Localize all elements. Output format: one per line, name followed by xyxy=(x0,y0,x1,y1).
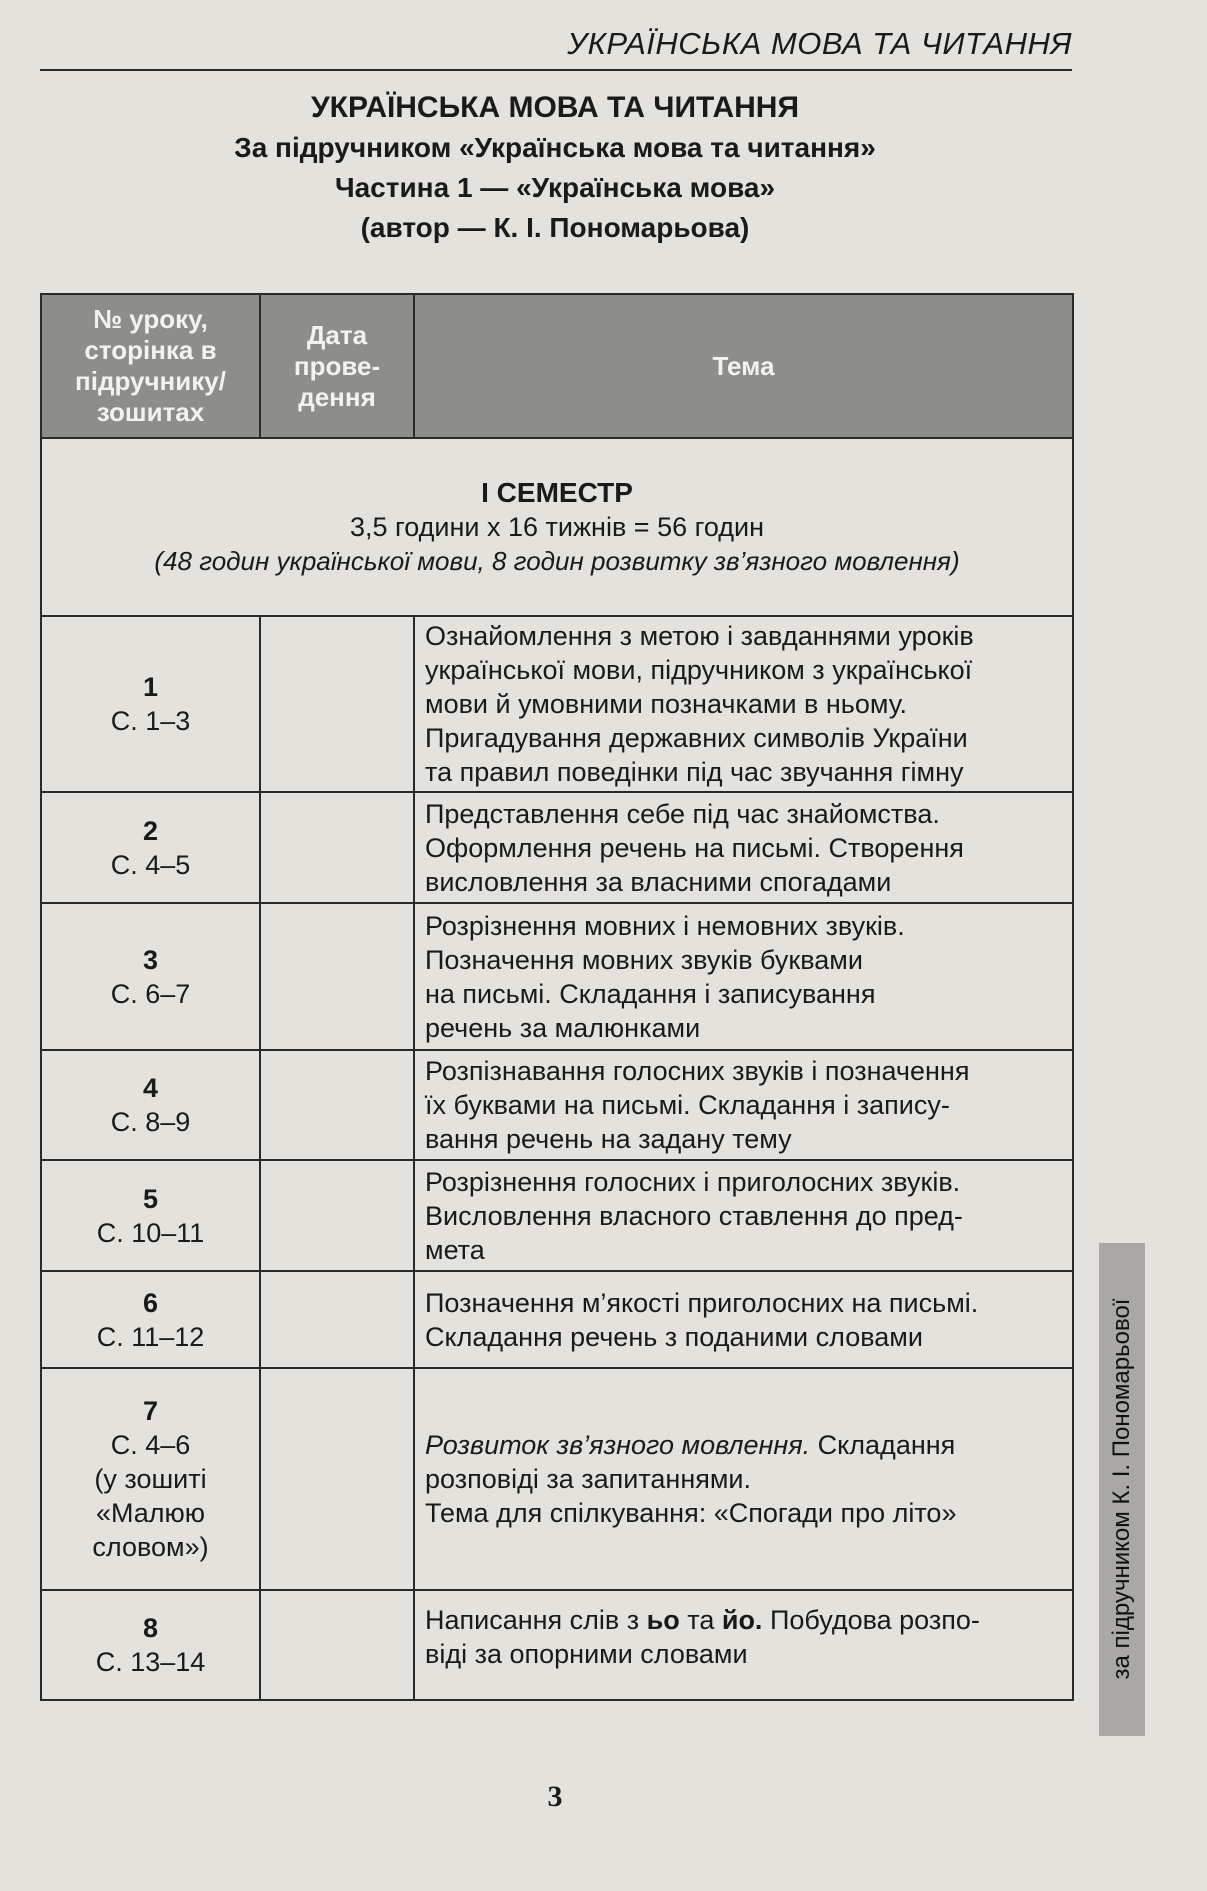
lesson-pages: С. 1–3 xyxy=(110,706,191,736)
semester-note: (48 годин української мови, 8 годин розвитку зв’язного мовлення) xyxy=(154,546,960,576)
author-line: (автор — К. І. Пономарьова) xyxy=(360,212,750,243)
header-date: Дата прове- дення xyxy=(260,294,414,438)
table-row xyxy=(41,1271,1073,1368)
topic-line: висловлення за власними спогадами xyxy=(425,866,892,897)
topic-line: мови й умовними позначками в ньому. xyxy=(425,689,908,719)
side-tab xyxy=(1099,1243,1145,1736)
lesson-cell xyxy=(41,792,260,903)
topic-line: Розрізнення мовних і немовних звуків. xyxy=(425,910,905,941)
topic-line: їх буквами на письмі. Складання і запису- xyxy=(425,1090,950,1120)
topic-line: Позначення мовних звуків буквами xyxy=(425,944,863,975)
date-cell xyxy=(260,1160,414,1271)
topic-line: Складання речень з поданими словами xyxy=(425,1321,923,1352)
lesson-number: 4 xyxy=(142,1073,159,1103)
lesson-cell xyxy=(41,903,260,1050)
topic-cell xyxy=(414,1050,1073,1160)
topic-line: вання речень на задану тему xyxy=(425,1124,792,1154)
topic-line: речень за малюнками xyxy=(425,1012,701,1043)
topic-line: Представлення себе під час знайомства. xyxy=(425,798,940,829)
semester-title: І СЕМЕСТР xyxy=(481,477,633,508)
lesson-cell xyxy=(41,1590,260,1700)
topic-line: Пригадування державних символів України xyxy=(425,723,968,753)
lesson-cell xyxy=(41,1271,260,1368)
lesson-plan-table xyxy=(40,293,1074,1701)
semester-row xyxy=(41,438,1073,616)
table-row xyxy=(41,616,1073,792)
topic-italic: Розвиток зв’язного мовлення. xyxy=(425,1430,811,1460)
lesson-number: 6 xyxy=(142,1287,159,1318)
lesson-pages: С. 4–6 xyxy=(110,1430,191,1460)
header-lesson: № уроку, сторінка в підручнику/ зошитах xyxy=(41,294,260,438)
running-header: УКРАЇНСЬКА МОВА ТА ЧИТАННЯ xyxy=(567,26,1072,61)
topic-line: Висловлення власного ставлення до пред- xyxy=(425,1200,963,1231)
lesson-number: 1 xyxy=(142,672,159,702)
topic-line: на письмі. Складання і записування xyxy=(425,978,876,1009)
lesson-pages: С. 10–11 xyxy=(96,1217,205,1248)
lesson-pages: словом») xyxy=(92,1532,209,1562)
semester-cell xyxy=(41,438,1073,616)
lesson-pages: С. 6–7 xyxy=(110,978,191,1009)
topic-text: та xyxy=(679,1605,722,1635)
date-cell xyxy=(260,1271,414,1368)
topic-cell xyxy=(414,1590,1073,1700)
topic-bold: ьо xyxy=(646,1605,680,1635)
date-cell xyxy=(260,1050,414,1160)
table-row xyxy=(41,1160,1073,1271)
topic-line xyxy=(425,1428,1064,1462)
topic-cell xyxy=(414,616,1073,792)
lesson-number: 8 xyxy=(142,1613,159,1643)
lesson-pages: С. 13–14 xyxy=(95,1647,206,1677)
topic-line: Оформлення речень на письмі. Створення xyxy=(425,832,964,863)
semester-hours: 3,5 години х 16 тижнів = 56 годин xyxy=(349,512,765,542)
topic-line: української мови, підручником з української xyxy=(425,655,973,685)
lesson-number: 2 xyxy=(142,815,159,846)
topic-line xyxy=(425,1603,1064,1637)
date-cell xyxy=(260,792,414,903)
main-title: УКРАЇНСЬКА МОВА ТА ЧИТАННЯ xyxy=(310,91,800,124)
date-cell xyxy=(260,616,414,792)
topic-line: та правил поведінки під час звучання гімну xyxy=(425,757,964,787)
lesson-number: 5 xyxy=(142,1183,159,1214)
header-rule xyxy=(40,69,1072,71)
lesson-pages: «Малюю xyxy=(95,1498,206,1528)
side-tab-label: за підручником К. І. Пономарьової xyxy=(1108,1298,1135,1680)
part-title: Частина 1 — «Українська мова» xyxy=(334,172,776,203)
page-number: 3 xyxy=(547,1780,563,1813)
lesson-cell xyxy=(41,616,260,792)
date-cell xyxy=(260,903,414,1050)
topic-text: Побудова розпо- xyxy=(762,1605,980,1635)
topic-text: Написання слів з xyxy=(425,1605,647,1635)
topic-line: віді за опорними словами xyxy=(425,1639,748,1669)
lesson-cell xyxy=(41,1160,260,1271)
topic-line: розповіді за запитаннями. xyxy=(425,1464,752,1494)
topic-line: Тема для спілкування: «Спогади про літо» xyxy=(425,1498,957,1528)
table-row xyxy=(41,1368,1073,1590)
lesson-cell xyxy=(41,1050,260,1160)
lesson-number: 7 xyxy=(142,1396,159,1426)
topic-line: Розпізнавання голосних звуків і позначення xyxy=(425,1056,970,1086)
topic-line: Позначення м’якості приголосних на письмі. xyxy=(425,1287,979,1318)
date-cell xyxy=(260,1368,414,1590)
table-header-row xyxy=(41,294,1073,438)
topic-cell xyxy=(414,792,1073,903)
topic-cell xyxy=(414,1160,1073,1271)
date-cell xyxy=(260,1590,414,1700)
lesson-number: 3 xyxy=(142,944,159,975)
table-row xyxy=(41,792,1073,903)
table-row xyxy=(41,1050,1073,1160)
lesson-pages: С. 11–12 xyxy=(96,1321,205,1352)
lesson-pages: (у зошиті xyxy=(94,1464,207,1494)
table-row xyxy=(41,1590,1073,1700)
table-row xyxy=(41,903,1073,1050)
topic-text: Складання xyxy=(810,1430,956,1460)
topic-bold: йо. xyxy=(721,1605,763,1635)
lesson-cell xyxy=(41,1368,260,1590)
title-block xyxy=(40,88,1070,248)
topic-line: мета xyxy=(425,1234,485,1265)
topic-cell xyxy=(414,1368,1073,1590)
lesson-pages: С. 4–5 xyxy=(110,849,191,880)
topic-cell xyxy=(414,903,1073,1050)
lesson-pages: С. 8–9 xyxy=(110,1107,191,1137)
topic-line: Розрізнення голосних і приголосних звуків. xyxy=(425,1166,961,1197)
textbook-title: За підручником «Українська мова та читання» xyxy=(234,132,876,163)
topic-line: Ознайомлення з метою і завданнями уроків xyxy=(425,621,974,651)
header-topic: Тема xyxy=(414,294,1073,438)
topic-cell xyxy=(414,1271,1073,1368)
